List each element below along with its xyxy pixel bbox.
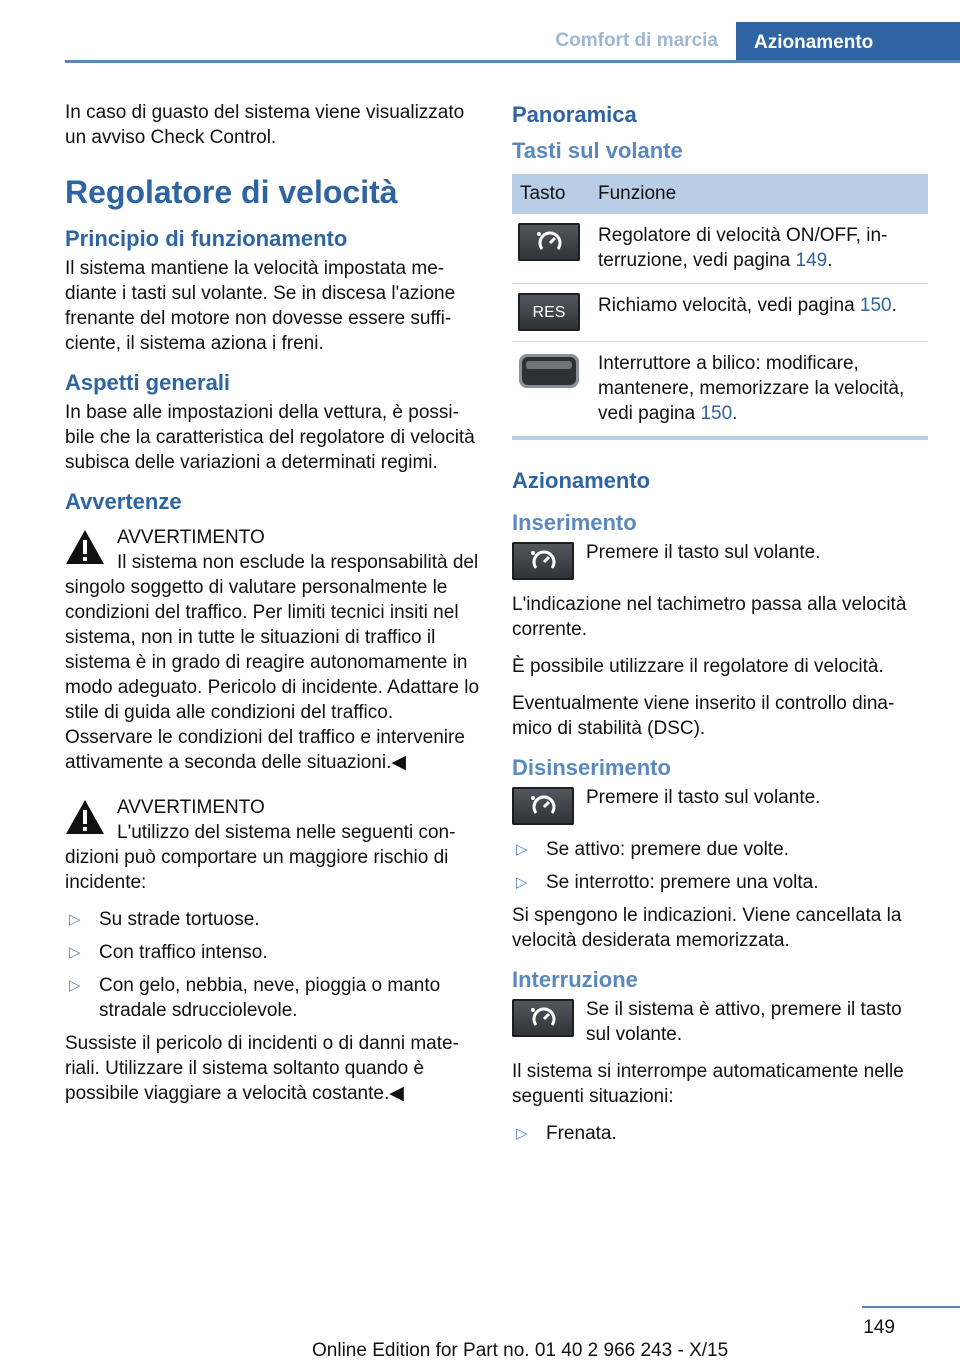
table-row xyxy=(512,342,928,439)
aspetti-text: In base alle impostazioni della vettura, è possibile che la caratteristica del regolatore di velocità subisca delle variazioni a determinati regimi. xyxy=(65,402,475,473)
interruzione-p1: Il sistema si interrompe automaticamente nelle seguenti situazioni: xyxy=(512,1061,904,1107)
bullet-triangle-icon: ▷ xyxy=(516,1125,528,1142)
footer-rule xyxy=(862,1306,960,1308)
inserimento-p2: È possibile utilizzare il regolatore di velocità. xyxy=(512,656,884,677)
left-column xyxy=(65,100,481,1118)
interruzione-key-block xyxy=(512,997,928,1047)
table-cell-function: Regolatore di velocità ON/OFF, interruzione, vedi pagina 149. xyxy=(590,214,928,284)
principio-text: Il sistema mantiene la velocità impostata mediante i tasti sul volante. Se in discesa l'azione frenante del motore non dovesse essere sufficiente, il sistema aziona i freni. xyxy=(65,258,456,354)
inserimento-key-text: Premere il tasto sul volante. xyxy=(586,542,821,563)
right-column xyxy=(512,100,928,1154)
header-current-tab[interactable] xyxy=(736,22,960,63)
edition-text: Online Edition for Part no. 01 40 2 966 243 - X/15 xyxy=(312,1340,729,1361)
inserimento-p1: L'indicazione nel tachimetro passa alla velocità corrente. xyxy=(512,594,907,640)
bullet-triangle-icon: ▷ xyxy=(516,841,528,858)
header-section-label[interactable]: Comfort di marcia xyxy=(555,30,718,51)
inserimento-key-block xyxy=(512,540,928,582)
page-number: 149 xyxy=(863,1317,895,1338)
principio-heading: Principio di funzionamento xyxy=(65,226,348,251)
bullet-triangle-icon: ▷ xyxy=(69,911,81,928)
bullet-triangle-icon: ▷ xyxy=(516,874,528,891)
inserimento-heading: Inserimento xyxy=(512,510,637,535)
panoramica-heading: Panoramica xyxy=(512,102,637,127)
warning-block-1 xyxy=(65,525,481,550)
rocker-switch-icon xyxy=(518,351,580,391)
table-row xyxy=(512,214,928,284)
table-header-tasto: Tasto xyxy=(512,174,590,214)
cruise-control-key-icon xyxy=(512,787,574,825)
disinserimento-p1: Si spengono le indicazioni. Viene cancellata la velocità desiderata memorizzata. xyxy=(512,905,902,951)
warning-text-2: L'utilizzo del sistema nelle seguenti condizioni può comportare un maggiore rischio di incidente: xyxy=(65,822,456,893)
interruzione-key-text: Se il sistema è attivo, premere il tasto sul volante. xyxy=(586,999,902,1045)
res-key-icon: RES xyxy=(518,293,580,331)
list-item: ▷ Se interrotto: premere una volta. xyxy=(516,872,819,893)
disinserimento-list xyxy=(512,837,928,895)
warning-triangle-icon xyxy=(65,799,105,840)
page-link[interactable]: 150 xyxy=(859,295,892,316)
cruise-control-key-icon xyxy=(518,223,580,261)
warning-title-2: AVVERTIMENTO xyxy=(117,797,265,818)
list-item: ▷ Con gelo, nebbia, neve, pioggia o manto stradale sdrucciolevole. xyxy=(69,975,441,1021)
page-title: Regolatore di velocità xyxy=(65,174,398,210)
warning-text-1: Il sistema non esclude la responsabilità del singolo soggetto di valutare personalmente le condizioni del traffico. Per limiti tecnici insiti nel sistema, non in tutte le situazioni di traffico il sistema è in grado di reagire autonomamente in modo adeguato. Pericolo di incidente. Adattare lo stile di guida alle condizioni del traffico. Osservare le condizioni del traffico e intervenire attivamente a seconda delle situazioni.◀ xyxy=(65,552,480,773)
table-cell-function: Richiamo velocità, vedi pagina 150. xyxy=(590,284,928,342)
table-header-funzione: Funzione xyxy=(590,174,928,214)
header-rule xyxy=(65,60,960,63)
table-cell-key xyxy=(512,214,590,284)
warning-block-2 xyxy=(65,795,481,820)
table-cell-key xyxy=(512,284,590,342)
table-cell-key xyxy=(512,342,590,439)
header-current-label: Azionamento xyxy=(754,31,874,53)
list-item: ▷ Frenata. xyxy=(516,1123,617,1144)
tasti-heading: Tasti sul volante xyxy=(512,138,683,163)
list-item: ▷ Se attivo: premere due volte. xyxy=(516,839,789,860)
interruzione-heading: Interruzione xyxy=(512,967,638,992)
avvertenze-heading: Avvertenze xyxy=(65,489,182,514)
bullet-triangle-icon: ▷ xyxy=(69,944,81,961)
disinserimento-heading: Disinserimento xyxy=(512,755,671,780)
page-link[interactable]: 149 xyxy=(795,250,828,271)
table-cell-function: Interruttore a bilico: modificare, mantenere, memorizzare la velocità, vedi pagina 150. xyxy=(590,342,928,439)
conditions-list xyxy=(65,907,481,1023)
warning-triangle-icon xyxy=(65,529,105,570)
warning-title-1: AVVERTIMENTO xyxy=(117,527,265,548)
disinserimento-key-block xyxy=(512,785,928,827)
interruzione-list xyxy=(512,1121,928,1146)
list-item: ▷ Su strade tortuose. xyxy=(69,909,260,930)
azionamento-heading: Azionamento xyxy=(512,468,651,493)
intro-paragraph: In caso di guasto del sistema viene visualizzato un avviso Check Control. xyxy=(65,102,465,148)
table-header-row xyxy=(512,174,928,214)
keys-table xyxy=(512,174,928,440)
list-item: ▷ Con traffico intenso. xyxy=(69,942,268,963)
page-link[interactable]: 150 xyxy=(700,403,733,424)
cruise-control-key-icon xyxy=(512,999,574,1037)
table-row xyxy=(512,284,928,342)
inserimento-p3: Eventualmente viene inserito il controllo dinamico di stabilità (DSC). xyxy=(512,693,895,739)
aspetti-heading: Aspetti generali xyxy=(65,370,231,395)
bullet-triangle-icon: ▷ xyxy=(69,977,81,994)
closing-paragraph: Sussiste il pericolo di incidenti o di danni materiali. Utilizzare il sistema soltanto quando è possibile viaggiare a velocità costante.◀ xyxy=(65,1033,459,1104)
disinserimento-key-text: Premere il tasto sul volante. xyxy=(586,787,821,808)
cruise-control-key-icon xyxy=(512,542,574,580)
